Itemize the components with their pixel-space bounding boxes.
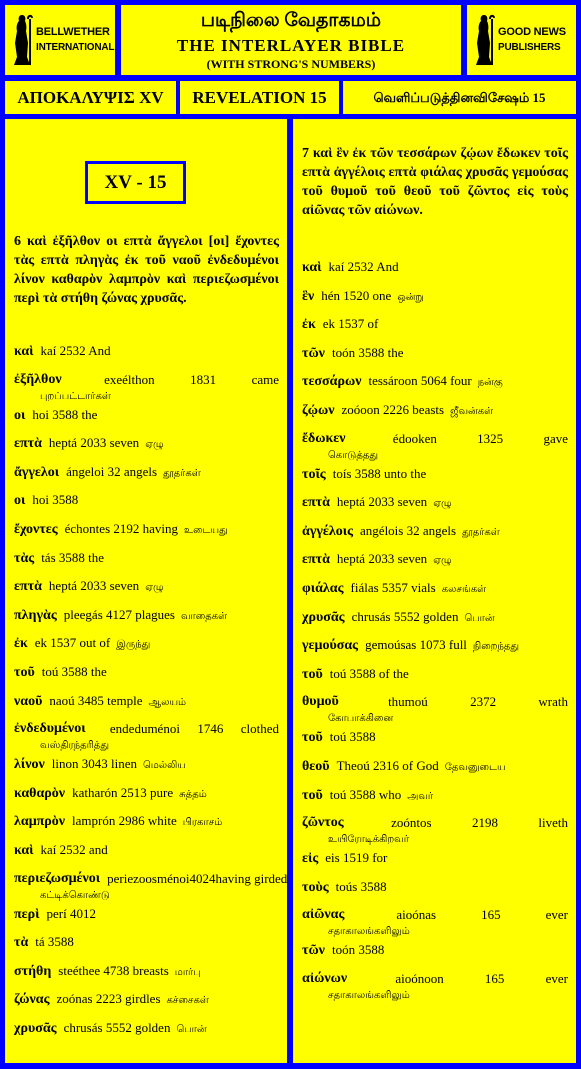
word-entry xyxy=(302,665,568,694)
word-entry xyxy=(302,693,568,728)
transliteration: katharón xyxy=(72,784,118,800)
transliteration: zoónas xyxy=(56,991,93,1007)
greek-word: τοῖς xyxy=(302,466,326,482)
strong-number: 3588 xyxy=(349,665,376,681)
verse-7-text: 7 καὶ ἓν ἐκ τῶν τεσσάρων ζῴων ἔδωκεν τοῖς επτὰ ἀγγέλοις επτὰ φιάλας χρυσᾶς γεμούσας τοῦ θυμοῦ τοῦ θεοῦ τοῦ ζῶντος εἰς τοὺς αἰῶνας τῶν αἰώνων. xyxy=(302,146,568,218)
logo-right-line1: GOOD NEWS xyxy=(498,26,566,38)
tamil-gloss: இருந்து xyxy=(116,639,151,651)
english-gloss: golden xyxy=(135,1019,171,1035)
transliteration: endeduménoi xyxy=(109,721,180,737)
strong-number: 32 xyxy=(406,522,420,538)
strong-number: 1325 xyxy=(477,430,504,446)
transliteration: linon xyxy=(51,756,79,772)
transliteration: heptá xyxy=(48,435,78,451)
english-gloss: white xyxy=(147,813,177,829)
strong-number: 2226 xyxy=(383,401,410,417)
word-entry xyxy=(302,465,568,494)
strong-number: 2223 xyxy=(95,991,122,1007)
greek-word: χρυσᾶς xyxy=(14,1020,57,1036)
english-gloss: and xyxy=(88,841,108,857)
word-entry xyxy=(302,430,568,465)
english-gloss: the xyxy=(387,344,404,360)
strong-number: 5552 xyxy=(105,1019,132,1035)
english-gloss: beasts xyxy=(412,401,445,417)
strong-number: 4738 xyxy=(103,962,130,978)
strong-number: 4012 xyxy=(69,905,96,921)
strong-number: 165 xyxy=(484,970,505,986)
transliteration: toón xyxy=(331,344,356,360)
bellwether-logo xyxy=(5,5,115,75)
greek-word: τὰς xyxy=(14,550,35,566)
english-gloss: And xyxy=(376,259,399,274)
strong-number: 165 xyxy=(481,907,501,923)
greek-word: θυμοῦ xyxy=(302,694,339,710)
word-entry xyxy=(302,579,568,608)
verse-6-text: 6 καὶ ἐξῆλθον οι επτὰ ἄγγελοι [οι] ἔχοντες τὰς επτὰ πληγὰς ἐκ τοῦ ναοῦ ἐνδεδυμένοι λίνον καθαρὸν λαμπρὸν καὶ περιεζωσμένοι περὶ τὰ στήθη ζώνας χρυσᾶς. xyxy=(14,234,279,306)
word-entry xyxy=(14,577,279,606)
greek-word: καὶ xyxy=(302,260,322,275)
greek-word: χρυσᾶς xyxy=(302,609,345,625)
english-gloss: golden xyxy=(423,608,459,624)
greek-word: αἰώνων xyxy=(302,970,348,986)
greek-word: λαμπρὸν xyxy=(14,814,66,830)
strong-number: 1537 xyxy=(50,635,77,651)
transliteration: heptá xyxy=(336,494,366,510)
transliteration: eis xyxy=(325,850,340,866)
strong-number: 3588 xyxy=(47,934,74,950)
word-entry xyxy=(14,962,279,991)
strong-number: 3043 xyxy=(81,756,108,772)
strong-number: 3485 xyxy=(77,692,104,708)
english-gloss: temple xyxy=(107,692,143,708)
english-gloss: plagues xyxy=(135,606,175,622)
strong-number: 2532 xyxy=(59,841,86,857)
transliteration: lamprón xyxy=(72,813,116,829)
word-entry xyxy=(14,1019,279,1048)
greek-word: στήθη xyxy=(14,963,52,979)
good-news-logo xyxy=(467,5,576,75)
strong-number: 1746 xyxy=(197,721,224,737)
greek-word: περιεζωσμένοι xyxy=(14,870,101,886)
transliteration: aioónoon xyxy=(395,970,444,986)
english-gloss: linen xyxy=(110,756,137,772)
transliteration: Theoú xyxy=(336,757,370,773)
strong-number: 3588 xyxy=(349,729,376,745)
word-entry xyxy=(14,371,279,406)
greek-word: γεμούσας xyxy=(302,638,359,654)
chapter-label: XV - 15 xyxy=(85,161,186,204)
english-gloss: seven xyxy=(397,494,428,510)
word-entry xyxy=(14,606,279,635)
tamil-gloss: உயிரோடிக்கிறவர் xyxy=(328,834,409,846)
english-gloss: came xyxy=(251,371,279,387)
greek-word: επτὰ xyxy=(302,552,330,568)
transliteration: aioónas xyxy=(396,907,437,923)
strong-number: 1537 xyxy=(338,316,365,332)
transliteration: toú xyxy=(329,786,347,802)
tamil-gloss: ஏழு xyxy=(145,439,164,451)
transliteration: naoú xyxy=(49,692,75,708)
word-entry xyxy=(302,728,568,757)
transliteration: toú xyxy=(329,729,347,745)
greek-word: ἔδωκεν xyxy=(302,430,346,446)
tamil-gloss: சுத்தம் xyxy=(179,788,207,800)
transliteration: kaí xyxy=(40,343,57,358)
english-gloss: having girded xyxy=(215,870,288,886)
strong-number: 2033 xyxy=(80,578,107,594)
transliteration: édooken xyxy=(392,430,437,446)
word-entry xyxy=(302,814,568,849)
word-entry xyxy=(302,757,568,786)
word-entry xyxy=(14,720,279,755)
transliteration: chrusás xyxy=(351,608,391,624)
english-gloss: the xyxy=(81,406,98,422)
tamil-gloss: தேவனுடைய xyxy=(444,761,506,773)
tamil-gloss: கலசங்கள் xyxy=(441,583,487,595)
strong-number: 2532 xyxy=(59,343,86,358)
greek-word: καθαρὸν xyxy=(14,785,66,801)
english-gloss: ever xyxy=(545,970,568,986)
english-gloss: And xyxy=(88,343,111,358)
greek-word: ζῴων xyxy=(302,402,335,418)
strong-number: 1073 xyxy=(419,637,446,653)
subtitle: (WITH STRONG'S NUMBERS) xyxy=(206,57,376,71)
tamil-gloss: வாதைகள் xyxy=(180,610,228,622)
english-gloss: vials xyxy=(411,579,436,595)
strong-number: 3588 xyxy=(58,549,85,565)
word-entry xyxy=(14,692,279,721)
greek-word: ἔχοντες xyxy=(14,521,58,537)
strong-number: 5552 xyxy=(393,608,420,624)
greek-word: τὰ xyxy=(14,935,29,951)
word-entry xyxy=(14,990,279,1019)
transliteration: perí xyxy=(46,905,67,921)
greek-word: επτὰ xyxy=(302,495,330,511)
word-entry xyxy=(14,491,279,520)
greek-word: ζῶντος xyxy=(302,815,344,831)
strong-number: 2316 xyxy=(373,757,400,773)
english-gloss: pure xyxy=(150,784,174,800)
greek-word: περὶ xyxy=(14,906,40,922)
shepherd-figure-icon xyxy=(11,13,33,67)
greek-word: θεοῦ xyxy=(302,758,330,774)
greek-word: ἐκ xyxy=(302,317,316,333)
greek-word: οι xyxy=(14,407,26,423)
greek-word: εἰς xyxy=(302,851,319,867)
english-gloss: seven xyxy=(397,551,428,567)
tamil-gloss: பொன் xyxy=(464,612,495,624)
tamil-gloss: தூதர்கள் xyxy=(462,526,500,538)
greek-word: τῶν xyxy=(302,943,325,959)
greek-word: λίνον xyxy=(14,757,45,773)
word-entry xyxy=(302,786,568,815)
tamil-gloss: ஏழு xyxy=(145,582,164,594)
word-entry xyxy=(302,344,568,373)
word-entry xyxy=(302,636,568,665)
greek-word: ἀγγέλοις xyxy=(302,523,354,539)
logo-left-line1: BELLWETHER xyxy=(36,26,110,38)
greek-word: ἐκ xyxy=(14,636,28,652)
english-gloss: for xyxy=(372,850,388,866)
tamil-title: படிநிலை வேதாகமம் xyxy=(200,10,382,31)
strong-number: 2198 xyxy=(471,815,498,831)
tamil-gloss: பொன் xyxy=(176,1023,207,1035)
tamil-gloss: புறப்பட்டார்கள் xyxy=(40,390,111,402)
transliteration: échontes xyxy=(64,520,111,536)
transliteration: pleegás xyxy=(63,606,103,622)
tamil-gloss: நன்கு xyxy=(477,377,503,389)
transliteration: ek xyxy=(322,316,336,332)
word-entry xyxy=(14,933,279,962)
greek-word: τοὺς xyxy=(302,879,329,895)
tamil-gloss: கோபாக்கினை xyxy=(328,713,394,725)
transliteration: zoóntos xyxy=(391,815,432,831)
transliteration: kaí xyxy=(40,841,57,857)
strong-number: 5064 xyxy=(420,373,447,389)
english-gloss: who xyxy=(378,786,402,802)
book-name-greek: ΑΠΟΚΑΛΥΨΙΣ XV xyxy=(5,81,176,114)
transliteration: steéthee xyxy=(58,962,101,978)
tamil-gloss: ஏழு xyxy=(433,498,452,510)
word-entry xyxy=(14,342,279,371)
transliteration: toú xyxy=(329,665,347,681)
english-gloss: of xyxy=(367,316,379,332)
word-entry xyxy=(14,905,279,934)
strong-number: 2532 xyxy=(347,259,374,274)
greek-word: επτὰ xyxy=(14,579,42,595)
transliteration: hoi xyxy=(32,492,49,508)
greek-word: ναοῦ xyxy=(14,693,43,709)
english-gloss: clothed xyxy=(240,721,279,737)
english-gloss: the xyxy=(88,549,105,565)
word-entry xyxy=(302,522,568,551)
tamil-gloss: வஸ்திரந்தரித்து xyxy=(40,740,109,752)
word-entry xyxy=(302,941,568,970)
strong-number: 3588 xyxy=(52,406,79,422)
word-entry xyxy=(14,663,279,692)
logo-left-line2: INTERNATIONAL xyxy=(36,42,115,53)
strong-number: 32 xyxy=(107,463,121,479)
english-gloss: liveth xyxy=(538,815,568,831)
greek-word: ἐνδεδυμένοι xyxy=(14,721,86,737)
transliteration: tá xyxy=(35,934,45,950)
word-entry xyxy=(14,784,279,813)
english-gloss: angels xyxy=(123,463,158,479)
english-gloss: one xyxy=(372,287,392,303)
english-gloss: of the xyxy=(378,665,409,681)
english-gloss: unto the xyxy=(384,465,427,481)
strong-number: 2033 xyxy=(80,435,107,451)
english-title: THE INTERLAYER BIBLE xyxy=(176,36,406,55)
word-entry xyxy=(302,970,568,1005)
greek-word: πληγὰς xyxy=(14,607,57,623)
strong-number: 1519 xyxy=(342,850,369,866)
strong-number: 5357 xyxy=(381,579,408,595)
transliteration: angélois xyxy=(360,522,404,538)
transliteration: exeélthon xyxy=(104,371,155,387)
strong-number: 1831 xyxy=(190,371,217,387)
word-list-left xyxy=(14,342,288,1047)
transliteration: ángeloi xyxy=(66,463,105,479)
english-gloss: breasts xyxy=(132,962,169,978)
transliteration: hoi xyxy=(32,406,49,422)
greek-word: καὶ xyxy=(14,842,34,858)
greek-word: καὶ xyxy=(14,344,34,359)
strong-number: 2513 xyxy=(120,784,147,800)
english-gloss: ever xyxy=(545,907,568,923)
word-entry xyxy=(302,878,568,907)
tamil-gloss: கொடுத்தது xyxy=(328,449,379,461)
greek-word: φιάλας xyxy=(302,580,344,596)
word-entry xyxy=(14,841,279,870)
word-entry xyxy=(14,812,279,841)
word-entry xyxy=(302,906,568,941)
tamil-gloss: தூதர்கள் xyxy=(163,467,201,479)
tamil-gloss: சதாகாலங்களிலும் xyxy=(328,926,410,938)
tamil-gloss: மார்பு xyxy=(174,966,201,978)
tamil-gloss: பிரகாசம் xyxy=(182,817,223,829)
tamil-gloss: கட்டிக்கொண்டு xyxy=(40,889,110,901)
english-gloss: the xyxy=(90,663,107,679)
transliteration: toón xyxy=(331,942,356,958)
transliteration: heptá xyxy=(336,551,366,567)
word-entry xyxy=(302,315,568,344)
title-block xyxy=(121,5,461,75)
book-name-tamil: வெளிப்படுத்தினவிசேஷம் 15 xyxy=(343,81,576,114)
shepherd-figure-icon xyxy=(473,13,495,67)
english-gloss: gave xyxy=(543,430,568,446)
transliteration: toú xyxy=(41,663,59,679)
strong-number: 1520 xyxy=(343,287,370,303)
tamil-gloss: ஆலயம் xyxy=(148,696,187,708)
transliteration: zoóoon xyxy=(341,401,380,417)
strong-number: 3588 xyxy=(61,663,88,679)
transliteration: fiálas xyxy=(350,579,379,595)
word-entry xyxy=(14,870,288,905)
greek-word: τοῦ xyxy=(302,666,323,682)
left-column xyxy=(5,119,287,1063)
english-gloss: full xyxy=(448,637,467,653)
english-gloss: angels xyxy=(422,522,457,538)
english-gloss: four xyxy=(450,373,472,389)
strong-number: 2192 xyxy=(113,520,140,536)
strong-number: 3588 xyxy=(358,344,385,360)
greek-word: ἓν xyxy=(302,288,315,304)
word-entry xyxy=(14,406,279,435)
transliteration: tessároon xyxy=(368,373,418,389)
word-entry xyxy=(14,634,279,663)
strong-number: 3588 xyxy=(358,942,385,958)
greek-word: ζώνας xyxy=(14,992,50,1008)
transliteration: thumoú xyxy=(388,694,428,710)
transliteration: ek xyxy=(34,635,48,651)
english-gloss: girdles xyxy=(125,991,161,1007)
right-column xyxy=(293,119,576,1063)
greek-word: τοῦ xyxy=(14,664,35,680)
transliteration: toús xyxy=(335,878,358,894)
book-name-english: REVELATION 15 xyxy=(180,81,339,114)
strong-number: 3588 xyxy=(52,492,79,508)
greek-word: οι xyxy=(14,493,26,509)
tamil-gloss: ஒன்று xyxy=(397,291,424,303)
transliteration: hén xyxy=(321,287,341,303)
word-entry xyxy=(302,608,568,637)
tamil-gloss: ஜீவன்கள் xyxy=(450,405,494,417)
word-entry xyxy=(14,463,279,492)
greek-word: τοῦ xyxy=(302,730,323,746)
word-entry xyxy=(14,549,279,578)
tamil-gloss: உடையது xyxy=(184,524,228,536)
english-gloss: out of xyxy=(79,635,111,651)
transliteration: heptá xyxy=(48,578,78,594)
english-gloss: seven xyxy=(109,578,140,594)
strong-number: 3588 xyxy=(354,465,381,481)
word-entry xyxy=(14,755,279,784)
strong-number: 2372 xyxy=(470,694,497,710)
word-entry xyxy=(302,550,568,579)
english-gloss: of God xyxy=(402,757,439,773)
word-list-right xyxy=(302,258,568,1005)
greek-word: τοῦ xyxy=(302,787,323,803)
transliteration: tás xyxy=(41,549,56,565)
word-entry xyxy=(14,520,279,549)
strong-number: 2986 xyxy=(118,813,145,829)
greek-word: επτὰ xyxy=(14,436,42,452)
strong-number: 2033 xyxy=(368,494,395,510)
greek-word: αἰῶνας xyxy=(302,907,345,923)
tamil-gloss: மெல்லிய xyxy=(142,760,186,772)
greek-word: ἄγγελοι xyxy=(14,464,60,480)
word-entry xyxy=(302,493,568,522)
strong-number: 2033 xyxy=(368,551,395,567)
strong-number: 3588 xyxy=(360,878,387,894)
transliteration: periezoosménoi xyxy=(107,870,190,886)
tamil-gloss: சதாகாலங்களிலும் xyxy=(328,989,410,1001)
word-entry xyxy=(302,849,568,878)
english-gloss: wrath xyxy=(538,694,568,710)
strong-number: 3588 xyxy=(349,786,376,802)
tamil-gloss: அவர் xyxy=(407,790,434,802)
strong-number: 4024 xyxy=(189,870,216,886)
greek-word: τῶν xyxy=(302,345,325,361)
transliteration: toís xyxy=(332,465,352,481)
word-entry xyxy=(302,372,568,401)
tamil-gloss: ஏழு xyxy=(433,555,452,567)
transliteration: chrusás xyxy=(63,1019,103,1035)
word-entry xyxy=(302,401,568,430)
tamil-gloss: கச்சைகள் xyxy=(166,995,209,1007)
greek-word: τεσσάρων xyxy=(302,374,362,390)
word-entry xyxy=(14,434,279,463)
logo-right-line2: PUBLISHERS xyxy=(498,42,561,53)
english-gloss: having xyxy=(142,520,179,536)
word-entry xyxy=(302,258,568,287)
tamil-gloss: நிறைந்தது xyxy=(472,641,520,653)
word-entry xyxy=(302,287,568,316)
transliteration: gemoúsas xyxy=(365,637,417,653)
greek-word: ἐξῆλθον xyxy=(14,371,62,387)
transliteration: kaí xyxy=(328,259,345,274)
english-gloss: seven xyxy=(109,435,140,451)
strong-number: 4127 xyxy=(106,606,132,622)
